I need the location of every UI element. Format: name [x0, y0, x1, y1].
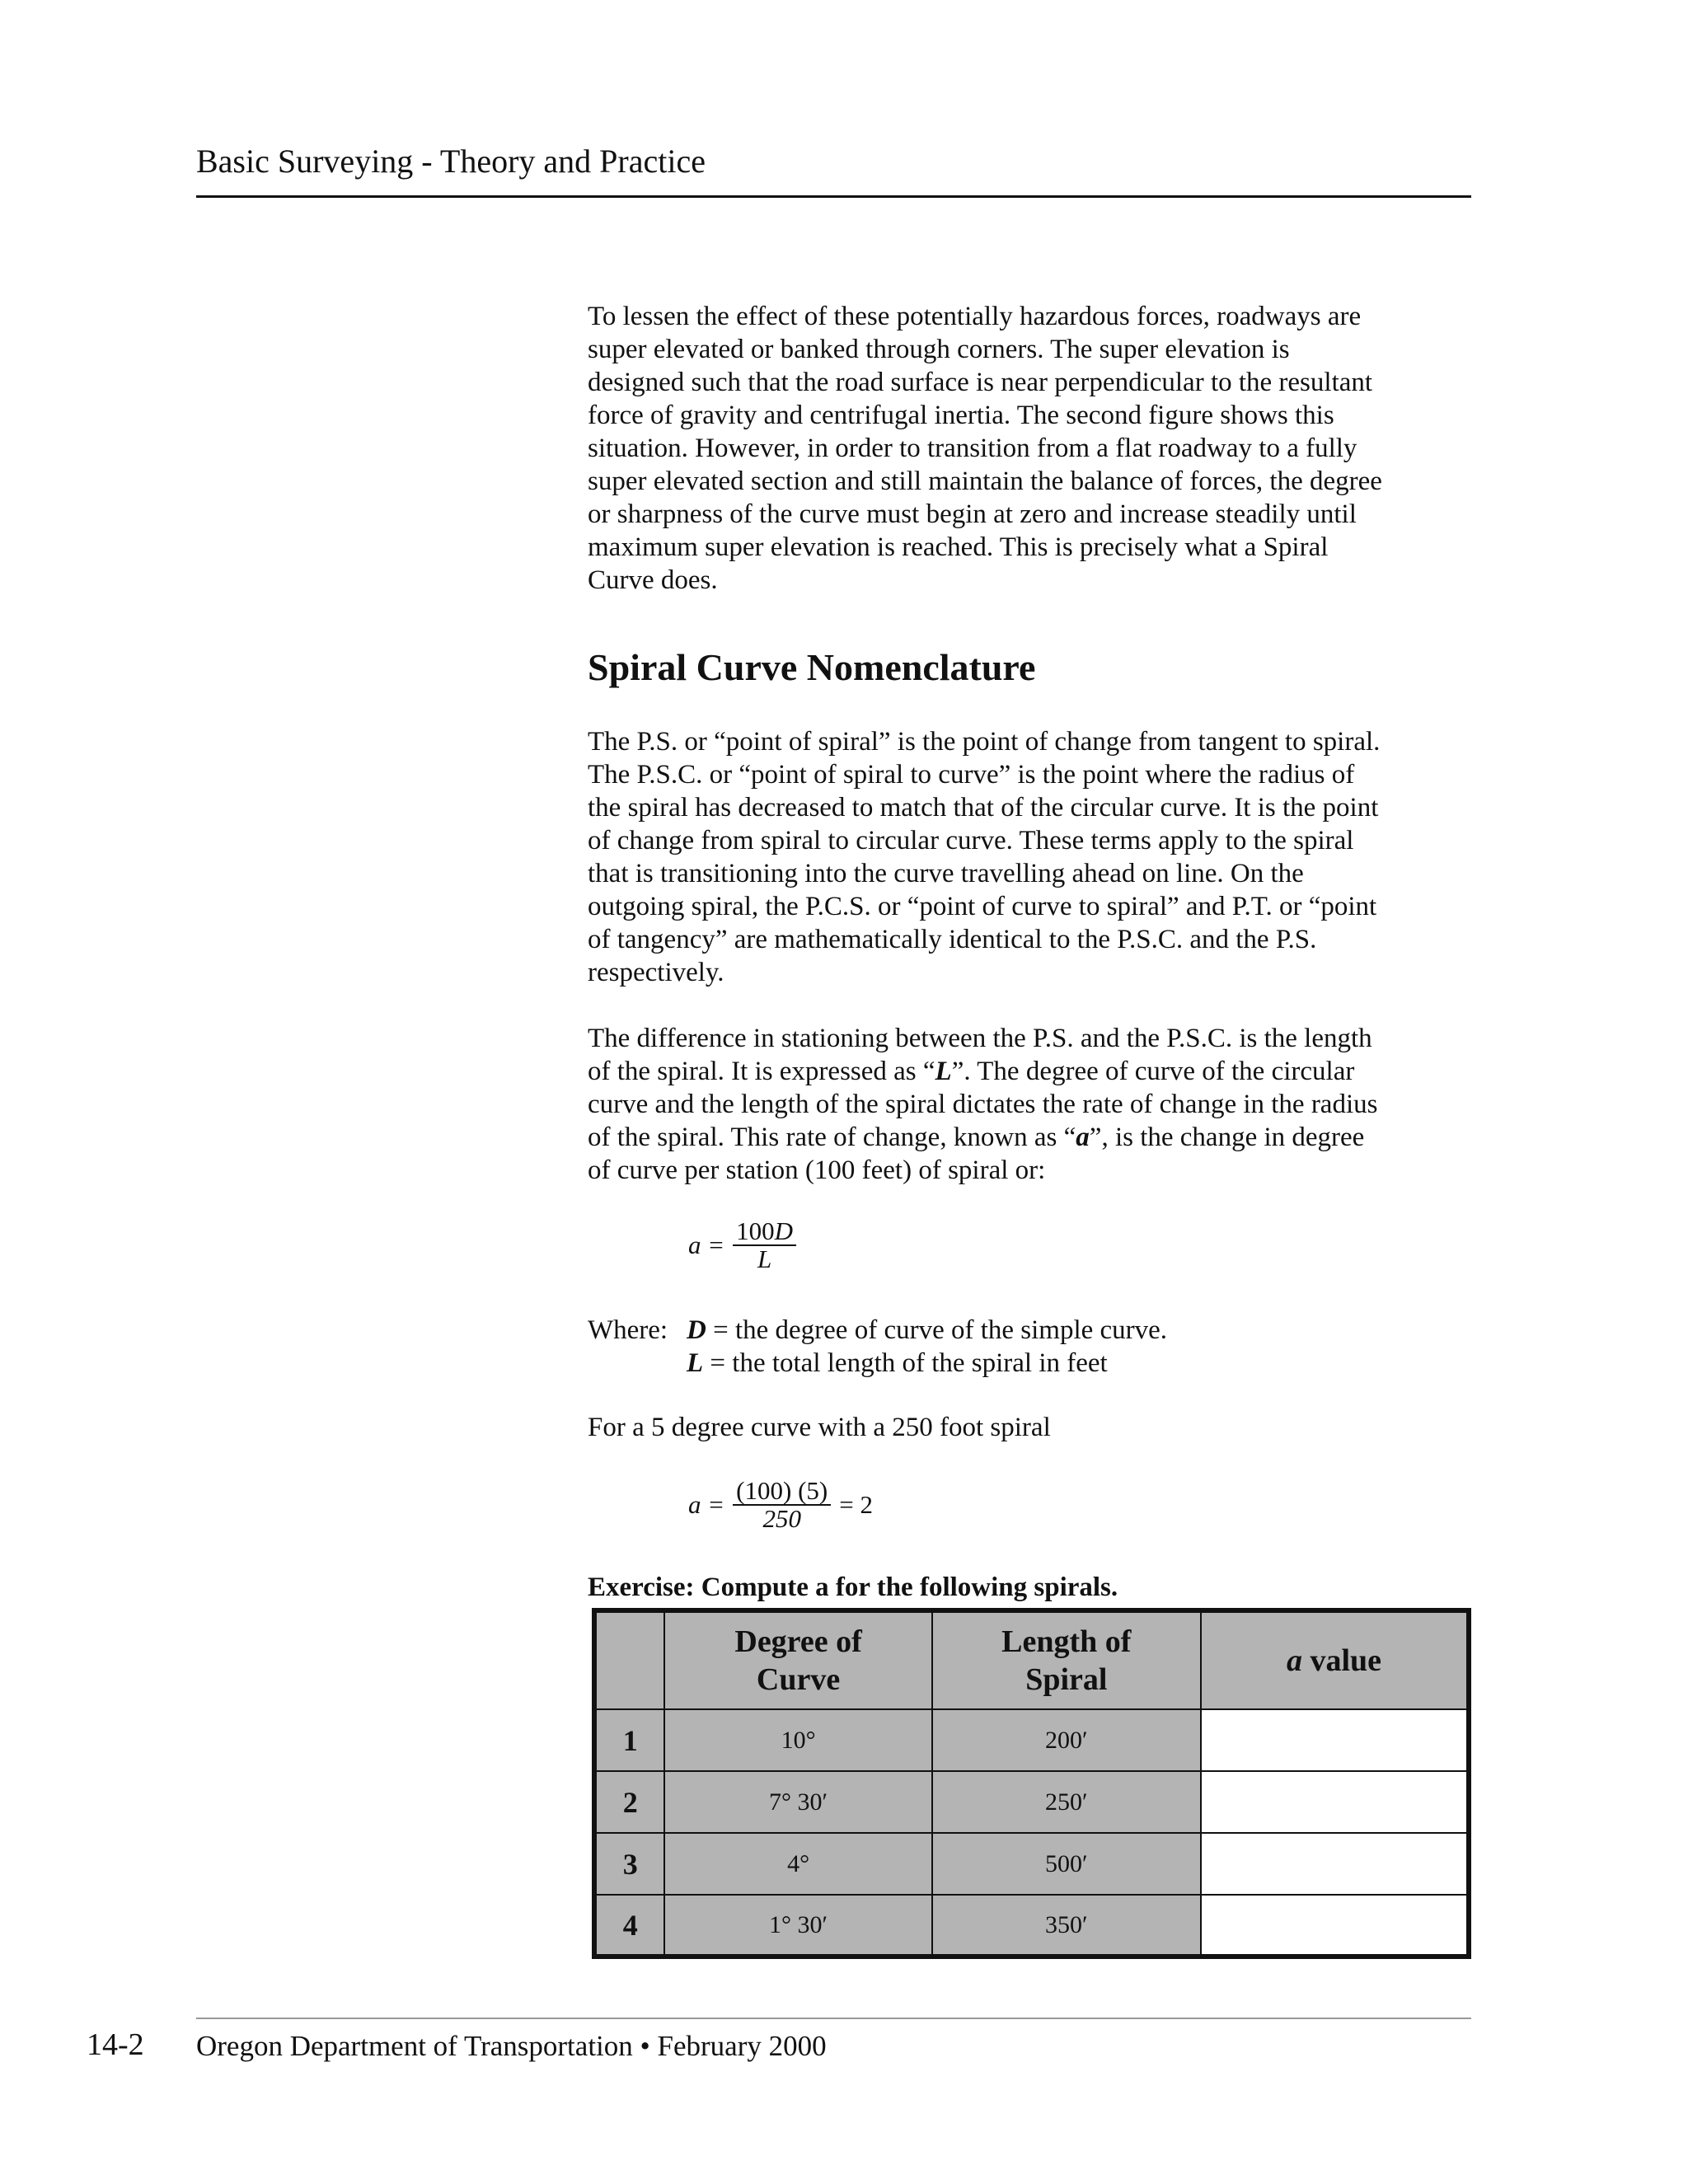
- footer-rule: [196, 2018, 1471, 2019]
- header-empty-cell: [594, 1610, 664, 1709]
- where-d-text: = the degree of curve of the simple curve.: [706, 1315, 1168, 1345]
- symbol-L: L: [935, 1057, 952, 1086]
- table-row: [594, 1895, 1469, 1957]
- header-text: Degree of: [734, 1624, 862, 1659]
- where-block: [588, 1314, 1167, 1380]
- formula-fraction: [733, 1218, 796, 1272]
- nomenclature-line: The P.S. or “point of spiral” is the point of change from tangent to spiral.: [588, 727, 1381, 757]
- difference-line: [588, 1055, 1486, 1088]
- nomenclature-line: respectively.: [588, 958, 724, 987]
- formula-lhs: a =: [688, 1490, 725, 1519]
- length-cell: 250′: [932, 1771, 1201, 1833]
- header-length-of-spiral: [932, 1610, 1201, 1709]
- intro-line: super elevated section and still maintain the balance of forces, the degree: [588, 466, 1382, 496]
- where-row-d: [588, 1314, 1167, 1347]
- header-rule: [196, 195, 1471, 198]
- nomenclature-line: outgoing spiral, the P.C.S. or “point of curve to spiral” and P.T. or “point: [588, 892, 1377, 921]
- symbol-L: L: [687, 1348, 704, 1378]
- a-value-answer-cell[interactable]: [1201, 1895, 1469, 1957]
- a-value-answer-cell[interactable]: [1201, 1771, 1469, 1833]
- symbol-D: D: [687, 1315, 706, 1345]
- table-row: [594, 1709, 1469, 1771]
- formula-denominator: L: [757, 1244, 772, 1273]
- difference-line: curve and the length of the spiral dictates the rate of change in the radius: [588, 1090, 1378, 1119]
- row-number-cell: 2: [594, 1771, 664, 1833]
- length-cell: 500′: [932, 1833, 1201, 1895]
- header-text: value: [1301, 1643, 1381, 1678]
- intro-line: or sharpness of the curve must begin at zero and increase steadily until: [588, 499, 1357, 529]
- header-a-value: [1201, 1610, 1469, 1709]
- symbol-a: a: [1286, 1643, 1302, 1678]
- length-cell: 350′: [932, 1895, 1201, 1957]
- nomenclature-line: of change from spiral to circular curve. These terms apply to the spiral: [588, 826, 1354, 855]
- example-statement: For a 5 degree curve with a 250 foot spiral: [588, 1413, 1051, 1442]
- row-number-cell: 4: [594, 1895, 664, 1957]
- table-row: [594, 1833, 1469, 1895]
- a-value-answer-cell[interactable]: [1201, 1833, 1469, 1895]
- difference-line: of curve per station (100 feet) of spiral or:: [588, 1155, 1046, 1185]
- formula-fraction: [733, 1478, 831, 1532]
- where-d-definition: [687, 1314, 1167, 1347]
- where-spacer: [588, 1347, 687, 1380]
- nomenclature-line: of tangency” are mathematically identical to the P.S.C. and the P.S.: [588, 925, 1317, 954]
- numerator-variable: D: [774, 1216, 794, 1245]
- header-degree-of-curve: [664, 1610, 931, 1709]
- intro-line: maximum super elevation is reached. This is precisely what a Spiral: [588, 532, 1329, 562]
- table-header-row: [594, 1610, 1469, 1709]
- row-number-cell: 1: [594, 1709, 664, 1771]
- row-number-cell: 3: [594, 1833, 664, 1895]
- footer-text: Oregon Department of Transportation • February 2000: [196, 2030, 827, 2062]
- difference-line: [588, 1121, 1486, 1154]
- symbol-a: a: [1076, 1122, 1090, 1152]
- numerator-constant: 100: [736, 1216, 775, 1245]
- difference-text: ”, is the change in degree: [1089, 1122, 1365, 1152]
- a-value-answer-cell[interactable]: [1201, 1709, 1469, 1771]
- where-l-text: = the total length of the spiral in feet: [703, 1348, 1108, 1378]
- nomenclature-line: that is transitioning into the curve travelling ahead on line. On the: [588, 859, 1304, 888]
- intro-line: situation. However, in order to transition from a flat roadway to a fully: [588, 434, 1357, 463]
- intro-line: force of gravity and centrifugal inertia. The second figure shows this: [588, 401, 1334, 430]
- formula-denominator: 250: [762, 1504, 801, 1533]
- nomenclature-line: the spiral has decreased to match that of the circular curve. It is the point: [588, 793, 1379, 823]
- page-number: 14-2: [87, 2027, 144, 2062]
- exercise-table: [592, 1608, 1471, 1959]
- exercise-title-part: Exercise: Compute a: [588, 1572, 829, 1602]
- running-header: Basic Surveying - Theory and Practice: [196, 143, 706, 180]
- degree-cell: 4°: [664, 1833, 931, 1895]
- formula-numerator: [733, 1218, 796, 1246]
- degree-cell: 10°: [664, 1709, 931, 1771]
- difference-line: The difference in stationing between the P.S. and the P.S.C. is the length: [588, 1024, 1372, 1053]
- where-row-l: [588, 1347, 1167, 1380]
- formula-example: [688, 1478, 873, 1532]
- nomenclature-paragraph: [588, 725, 1486, 989]
- where-label: Where:: [588, 1315, 668, 1345]
- table-row: [594, 1771, 1469, 1833]
- degree-cell: 1° 30′: [664, 1895, 931, 1957]
- header-text: Length of: [1001, 1624, 1132, 1659]
- formula-a-definition: [688, 1218, 796, 1272]
- length-cell: 200′: [932, 1709, 1201, 1771]
- exercise-title-part: for the following spirals.: [828, 1572, 1118, 1602]
- difference-text: ”. The degree of curve of the circular: [951, 1057, 1355, 1086]
- difference-paragraph: [588, 1022, 1486, 1187]
- section-heading: Spiral Curve Nomenclature: [588, 646, 1036, 688]
- formula-result: = 2: [839, 1490, 873, 1519]
- degree-cell: 7° 30′: [664, 1771, 931, 1833]
- intro-line: designed such that the road surface is near perpendicular to the resultant: [588, 368, 1373, 397]
- header-text: Spiral: [1025, 1662, 1108, 1697]
- intro-paragraph: [588, 300, 1486, 597]
- intro-line: super elevated or banked through corners. The super elevation is: [588, 335, 1290, 364]
- intro-line: Curve does.: [588, 565, 718, 595]
- difference-text: of the spiral. It is expressed as “: [588, 1057, 935, 1086]
- formula-numerator: (100) (5): [733, 1478, 831, 1506]
- where-l-definition: [687, 1347, 1108, 1380]
- nomenclature-line: The P.S.C. or “point of spiral to curve” is the point where the radius of: [588, 760, 1355, 790]
- exercise-title: [588, 1571, 1118, 1604]
- difference-text: of the spiral. This rate of change, known as “: [588, 1122, 1076, 1152]
- formula-lhs: a =: [688, 1230, 725, 1259]
- header-text: Curve: [756, 1662, 841, 1697]
- intro-line: To lessen the effect of these potentially hazardous forces, roadways are: [588, 302, 1362, 331]
